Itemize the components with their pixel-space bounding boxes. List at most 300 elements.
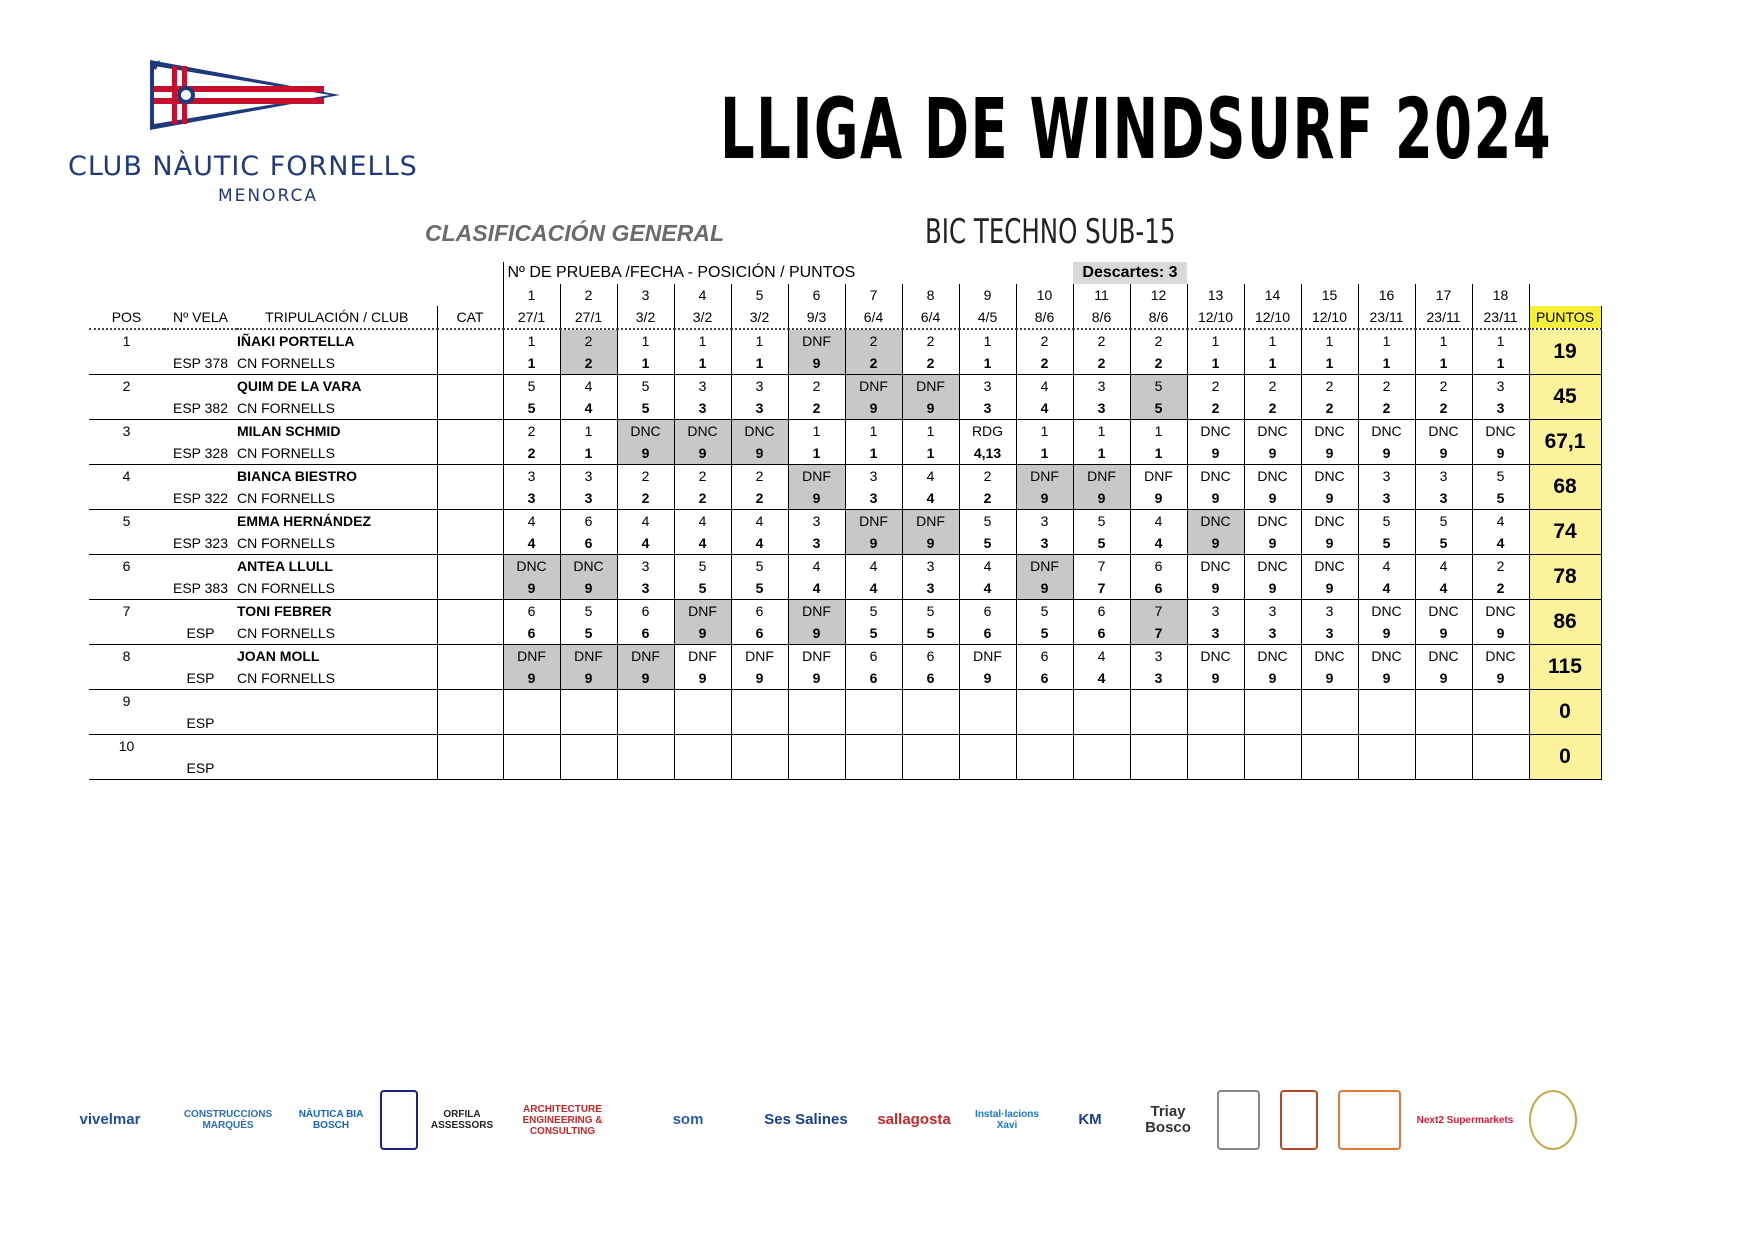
race-result: 2: [560, 329, 617, 352]
race-number: 17: [1415, 284, 1472, 306]
race-points: 3: [1187, 622, 1244, 645]
sponsor-label: [1529, 1090, 1577, 1150]
sail-spacer: [164, 645, 237, 668]
race-result: 6: [617, 600, 674, 623]
race-result: DNC: [1415, 420, 1472, 443]
race-result: [788, 690, 845, 713]
race-result: DNC: [1472, 645, 1529, 668]
race-points: 9: [503, 667, 560, 690]
race-result: 1: [788, 420, 845, 443]
race-points: 3: [1244, 622, 1301, 645]
pos-spacer: [89, 397, 164, 420]
race-result: 3: [1244, 600, 1301, 623]
race-points: 7: [1130, 622, 1187, 645]
race-result: 4: [617, 510, 674, 533]
race-result: DNF: [1073, 465, 1130, 488]
race-result: DNF: [503, 645, 560, 668]
race-points: 9: [1187, 577, 1244, 600]
race-result: DNC: [1187, 555, 1244, 578]
race-points: 9: [845, 532, 902, 555]
race-date: 12/10: [1187, 306, 1244, 329]
race-points: 9: [1187, 442, 1244, 465]
race-points: 9: [731, 667, 788, 690]
race-result: [1016, 690, 1073, 713]
club-name-cell: CN FORNELLS: [237, 445, 336, 461]
race-points: 9: [902, 397, 959, 420]
club-name-cell: CN FORNELLS: [237, 670, 336, 686]
sponsor-logo-ses-salines: [751, 1080, 861, 1160]
race-number: 15: [1301, 284, 1358, 306]
sponsor-label: KM: [1078, 1110, 1102, 1128]
race-result: 1: [1244, 329, 1301, 352]
race-result: [1472, 735, 1529, 758]
table-row-points: [89, 442, 1601, 465]
race-result: DNC: [1244, 465, 1301, 488]
race-result: 6: [731, 600, 788, 623]
col-pos-header: POS: [111, 309, 142, 325]
table-row-points: [89, 487, 1601, 510]
race-points: 4: [560, 397, 617, 420]
sponsor-label: vivelmar: [79, 1110, 141, 1128]
race-result: 2: [1130, 329, 1187, 352]
total-points: 0: [1529, 690, 1601, 735]
race-result: 1: [1187, 329, 1244, 352]
race-number: 3: [617, 284, 674, 306]
race-points: [1244, 757, 1301, 780]
race-points: 2: [1358, 397, 1415, 420]
category-cell: [437, 465, 503, 510]
race-result: 2: [617, 465, 674, 488]
race-result: DNC: [1358, 645, 1415, 668]
race-result: 5: [845, 600, 902, 623]
race-result: DNF: [788, 645, 845, 668]
race-points: 3: [845, 487, 902, 510]
race-points: 6: [617, 622, 674, 645]
race-points: [959, 757, 1016, 780]
category-cell: [437, 735, 503, 780]
race-result: [1472, 690, 1529, 713]
crew-name: IÑAKI PORTELLA: [237, 333, 355, 349]
sponsor-label: Ses Salines: [764, 1110, 848, 1128]
race-points: 1: [845, 442, 902, 465]
race-points: 9: [1187, 532, 1244, 555]
race-result: [1415, 690, 1472, 713]
race-points: 5: [1358, 532, 1415, 555]
sponsor-logo-orfila-assessors: [432, 1080, 492, 1160]
sponsor-label: Next2 Supermarkets: [1416, 1114, 1514, 1126]
race-points: 4: [1016, 397, 1073, 420]
race-points: 2: [788, 397, 845, 420]
sail-spacer: [164, 735, 237, 758]
sail-number: ESP 323: [172, 535, 228, 551]
race-result: 2: [788, 375, 845, 398]
race-result: 3: [1358, 465, 1415, 488]
race-points: 1: [731, 352, 788, 375]
race-number: 12: [1130, 284, 1187, 306]
sponsor-label: Instal·lacions Xavi: [975, 1109, 1039, 1131]
race-points: [617, 757, 674, 780]
race-result: [560, 735, 617, 758]
race-result: 3: [503, 465, 560, 488]
race-points: 5: [731, 577, 788, 600]
table-row-points: [89, 577, 1601, 600]
crew-name: ANTEA LLULL: [237, 558, 333, 574]
race-date: 3/2: [731, 306, 788, 329]
race-points: [1301, 712, 1358, 735]
race-points: 9: [902, 532, 959, 555]
position: 1: [122, 333, 131, 349]
race-result: 5: [617, 375, 674, 398]
race-result: DNC: [1358, 600, 1415, 623]
race-number: 7: [845, 284, 902, 306]
race-points: 3: [1472, 397, 1529, 420]
race-points: 1: [1415, 352, 1472, 375]
total-points: 68: [1529, 465, 1601, 510]
club-name-cell: [237, 712, 437, 735]
race-result: 4: [1415, 555, 1472, 578]
race-points: 9: [503, 577, 560, 600]
race-result: DNC: [617, 420, 674, 443]
race-result: 4: [788, 555, 845, 578]
race-points: [1073, 757, 1130, 780]
race-result: 6: [902, 645, 959, 668]
race-points: 4: [1073, 667, 1130, 690]
race-points: 4: [959, 577, 1016, 600]
race-result: 4: [902, 465, 959, 488]
race-result: 4: [503, 510, 560, 533]
race-result: 5: [503, 375, 560, 398]
race-points: 9: [617, 442, 674, 465]
race-points: 5: [1415, 532, 1472, 555]
race-points: 1: [1301, 352, 1358, 375]
race-result: 3: [959, 375, 1016, 398]
sail-number: ESP 322: [172, 490, 228, 506]
race-points: 4: [674, 532, 731, 555]
sail-spacer: [164, 375, 237, 398]
sponsor-label: CONSTRUCCIONS MARQUÈS: [183, 1109, 273, 1131]
race-result: 5: [1073, 510, 1130, 533]
sail-number: ESP: [186, 625, 215, 641]
race-points: [617, 712, 674, 735]
race-result: 5: [959, 510, 1016, 533]
race-points: 2: [560, 352, 617, 375]
race-points: 9: [1016, 487, 1073, 510]
race-result: [731, 735, 788, 758]
race-result: [1130, 735, 1187, 758]
pos-spacer: [89, 532, 164, 555]
race-result: [503, 735, 560, 758]
sponsor-logo-nautica-bia-bosch: [296, 1080, 366, 1160]
race-date: 6/4: [845, 306, 902, 329]
race-points: 2: [1073, 352, 1130, 375]
race-result: DNC: [1244, 420, 1301, 443]
sponsor-label: [1217, 1090, 1260, 1150]
race-result: [1244, 735, 1301, 758]
race-result: [1016, 735, 1073, 758]
sponsor-label: [1338, 1090, 1401, 1150]
race-result: DNC: [503, 555, 560, 578]
race-points: 4,13: [959, 442, 1016, 465]
race-date: 27/1: [560, 306, 617, 329]
race-date: 12/10: [1244, 306, 1301, 329]
sponsor-label: ORFILA ASSESSORS: [430, 1109, 494, 1131]
race-points: 2: [1016, 352, 1073, 375]
race-date: 8/6: [1016, 306, 1073, 329]
race-result: [1130, 690, 1187, 713]
sail-number: ESP 383: [172, 580, 228, 596]
race-number: 11: [1073, 284, 1130, 306]
race-points: 3: [788, 532, 845, 555]
race-result: DNC: [1187, 510, 1244, 533]
sponsor-logo-next2-supermarkets: [1415, 1080, 1515, 1160]
race-points: 1: [1472, 352, 1529, 375]
crew-name: [237, 690, 437, 713]
race-points: 9: [1415, 667, 1472, 690]
results-table: [89, 262, 1602, 780]
club-name-cell: CN FORNELLS: [237, 535, 336, 551]
race-result: 3: [617, 555, 674, 578]
club-name: CLUB NÀUTIC FORNELLS: [68, 151, 418, 182]
race-points: [731, 712, 788, 735]
sponsor-label: som: [672, 1110, 704, 1128]
race-points: 2: [1415, 397, 1472, 420]
race-points: 1: [1130, 442, 1187, 465]
sponsor-logo-small-logo-1: [1274, 1080, 1324, 1160]
race-points: [1301, 757, 1358, 780]
race-result: 1: [1130, 420, 1187, 443]
race-result: DNF: [731, 645, 788, 668]
race-date: 8/6: [1130, 306, 1187, 329]
race-points: 9: [845, 397, 902, 420]
race-date: 9/3: [788, 306, 845, 329]
race-result: DNC: [560, 555, 617, 578]
race-result: [1358, 690, 1415, 713]
race-result: [503, 690, 560, 713]
sponsor-logo-som-menorca: [633, 1080, 743, 1160]
race-result: 1: [1472, 329, 1529, 352]
race-points: 9: [788, 622, 845, 645]
race-result: [674, 735, 731, 758]
race-result: DNC: [1472, 420, 1529, 443]
race-points: [1244, 712, 1301, 735]
sail-spacer: [164, 555, 237, 578]
race-points: 5: [845, 622, 902, 645]
race-result: 1: [1073, 420, 1130, 443]
race-result: 3: [1472, 375, 1529, 398]
race-points: [1187, 712, 1244, 735]
sail-spacer: [164, 690, 237, 713]
race-points: 9: [1301, 442, 1358, 465]
race-result: 4: [1016, 375, 1073, 398]
race-result: [617, 690, 674, 713]
table-row-points: [89, 622, 1601, 645]
race-points: 4: [617, 532, 674, 555]
race-result: 2: [1415, 375, 1472, 398]
race-points: [788, 712, 845, 735]
race-points: 6: [503, 622, 560, 645]
race-points: 9: [1472, 442, 1529, 465]
race-result: 3: [902, 555, 959, 578]
race-result: [1244, 690, 1301, 713]
race-points: 9: [1301, 577, 1358, 600]
race-points: 3: [1016, 532, 1073, 555]
race-points: 9: [1187, 667, 1244, 690]
category-title: BIC TECHNO SUB-15: [925, 212, 1176, 252]
race-points: 4: [788, 577, 845, 600]
race-result: 3: [674, 375, 731, 398]
race-points: 2: [1472, 577, 1529, 600]
race-result: 3: [1130, 645, 1187, 668]
race-result: 2: [1472, 555, 1529, 578]
race-points: 1: [902, 442, 959, 465]
race-points: [1415, 712, 1472, 735]
table-row-points: [89, 352, 1601, 375]
race-points: 9: [560, 577, 617, 600]
race-points: 1: [788, 442, 845, 465]
pos-spacer: [89, 352, 164, 375]
race-result: [845, 690, 902, 713]
race-result: 6: [503, 600, 560, 623]
race-points: [1472, 757, 1529, 780]
race-points: 1: [1187, 352, 1244, 375]
race-result: 6: [1130, 555, 1187, 578]
race-result: DNF: [845, 510, 902, 533]
race-result: DNC: [1415, 600, 1472, 623]
club-logo: [68, 58, 468, 208]
race-points: 5: [1016, 622, 1073, 645]
table-row: [89, 510, 1601, 533]
race-result: DNC: [1187, 645, 1244, 668]
crew-name: [237, 735, 437, 758]
race-result: 2: [845, 329, 902, 352]
race-points: 2: [959, 487, 1016, 510]
race-result: DNF: [788, 465, 845, 488]
position: 9: [122, 693, 131, 709]
race-result: 3: [731, 375, 788, 398]
crew-name: MILAN SCHMID: [237, 423, 341, 439]
race-result: 3: [1415, 465, 1472, 488]
total-points: 19: [1529, 329, 1601, 375]
race-points: 3: [1301, 622, 1358, 645]
race-result: 2: [902, 329, 959, 352]
race-points: 1: [617, 352, 674, 375]
table-row: [89, 465, 1601, 488]
race-points: 6: [845, 667, 902, 690]
race-result: [674, 690, 731, 713]
race-date: 12/10: [1301, 306, 1358, 329]
race-result: 1: [731, 329, 788, 352]
race-result: 2: [1016, 329, 1073, 352]
position: 2: [122, 378, 131, 394]
race-date: 23/11: [1358, 306, 1415, 329]
position: 8: [122, 648, 131, 664]
race-points: 5: [902, 622, 959, 645]
sponsor-logo-small-logo-2: [1332, 1080, 1407, 1160]
sail-spacer: [164, 465, 237, 488]
race-result: DNC: [1301, 420, 1358, 443]
race-result: 3: [1016, 510, 1073, 533]
pos-spacer: [89, 487, 164, 510]
race-result: 4: [731, 510, 788, 533]
race-result: DNF: [674, 645, 731, 668]
total-points: 74: [1529, 510, 1601, 555]
category-cell: [437, 555, 503, 600]
race-result: 2: [1358, 375, 1415, 398]
race-points: 6: [959, 622, 1016, 645]
sponsor-label: NÀUTICA BIA BOSCH: [298, 1109, 364, 1131]
sponsor-label: Triay Bosco: [1145, 1102, 1191, 1136]
race-points: 3: [1073, 397, 1130, 420]
race-points: 9: [560, 667, 617, 690]
race-result: [1358, 735, 1415, 758]
race-result: 5: [560, 600, 617, 623]
pos-spacer: [89, 442, 164, 465]
position: 4: [122, 468, 131, 484]
race-points: 2: [674, 487, 731, 510]
race-points: 9: [1301, 667, 1358, 690]
race-result: DNC: [674, 420, 731, 443]
category-cell: [437, 645, 503, 690]
race-points: [1016, 712, 1073, 735]
race-points: 1: [1358, 352, 1415, 375]
race-points: [1130, 757, 1187, 780]
race-points: 9: [674, 622, 731, 645]
race-result: DNF: [788, 600, 845, 623]
race-points: 2: [1244, 397, 1301, 420]
race-result: 3: [845, 465, 902, 488]
race-points: 9: [1415, 622, 1472, 645]
race-points: 1: [1016, 442, 1073, 465]
race-points: 1: [674, 352, 731, 375]
race-result: 6: [560, 510, 617, 533]
sail-number: ESP 328: [172, 445, 228, 461]
race-result: DNC: [1301, 645, 1358, 668]
club-name-cell: CN FORNELLS: [237, 625, 336, 641]
sail-spacer: [164, 420, 237, 443]
race-result: 2: [503, 420, 560, 443]
race-points: 3: [674, 397, 731, 420]
race-result: DNF: [902, 510, 959, 533]
club-name-cell: CN FORNELLS: [237, 490, 336, 506]
race-result: DNC: [1187, 465, 1244, 488]
category-cell: [437, 510, 503, 555]
sponsor-strip: [60, 1080, 1700, 1170]
category-cell: [437, 329, 503, 375]
sponsor-logo-sallagosta: [869, 1080, 959, 1160]
pennant-icon: [68, 58, 358, 138]
race-points: 9: [1073, 487, 1130, 510]
race-result: [1187, 735, 1244, 758]
race-points: 9: [1244, 577, 1301, 600]
race-points: [560, 757, 617, 780]
race-points: [1187, 757, 1244, 780]
sail-number: ESP 382: [172, 400, 228, 416]
table-row-points: [89, 667, 1601, 690]
crew-name: QUIM DE LA VARA: [237, 378, 362, 394]
race-points: [674, 712, 731, 735]
race-points: [902, 757, 959, 780]
race-result: DNC: [1301, 465, 1358, 488]
race-points: 9: [1415, 442, 1472, 465]
category-cell: [437, 420, 503, 465]
race-points: [1358, 757, 1415, 780]
race-points: 6: [902, 667, 959, 690]
race-points: 1: [1244, 352, 1301, 375]
race-points: 1: [503, 352, 560, 375]
sponsor-logo-ornate-logo: [1211, 1080, 1266, 1160]
sail-number: ESP: [186, 715, 215, 731]
club-name-cell: [237, 757, 437, 780]
